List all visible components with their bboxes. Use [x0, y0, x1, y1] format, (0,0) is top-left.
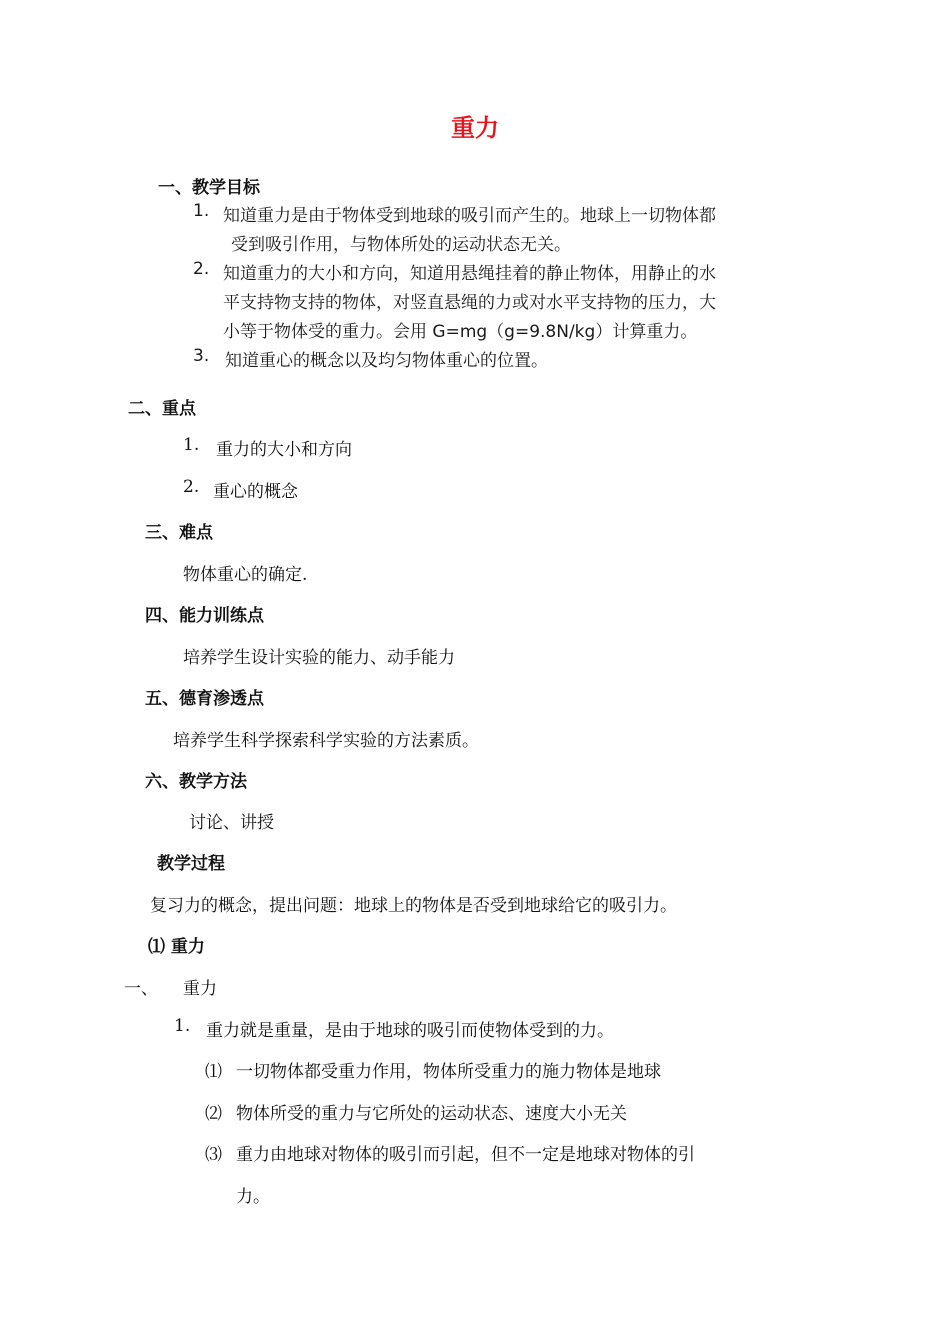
key-point-1-num: 1.	[183, 435, 200, 455]
key-point-2-text: 重心的概念	[213, 482, 298, 502]
objective-3-line-1: 知道重心的概念以及均匀物体重心的位置。	[225, 351, 548, 371]
point-1-num: 1.	[174, 1016, 191, 1036]
key-point-2-num: 2.	[183, 477, 200, 497]
process-intro: 复习力的概念，提出问题：地球上的物体是否受到地球给它的吸引力。	[150, 896, 677, 916]
objective-2-num: 2.	[193, 259, 210, 279]
method-heading: 六、教学方法	[145, 772, 247, 792]
page-title: 重力	[451, 114, 499, 142]
ability-text: 培养学生设计实验的能力、动手能力	[183, 648, 455, 668]
objective-3-num: 3.	[193, 346, 210, 366]
objective-1-line-2: 受到吸引作用，与物体所处的运动状态无关。	[231, 235, 571, 255]
objective-2-line-3: 小等于物体受的重力。会用 G=mg（g=9.8N/kg）计算重力。	[223, 322, 698, 342]
method-text: 讨论、讲授	[189, 813, 274, 833]
subpoint-1-text: 一切物体都受重力作用，物体所受重力的施力物体是地球	[236, 1062, 661, 1082]
difficulties-heading: 三、难点	[145, 523, 213, 543]
key-point-1-text: 重力的大小和方向	[216, 440, 352, 460]
process-sub-heading: ⑴ 重力	[148, 937, 205, 957]
objective-1-line-1: 知道重力是由于物体受到地球的吸引而产生的。地球上一切物体都	[223, 206, 716, 226]
process-heading: 教学过程	[157, 854, 225, 874]
objective-2-line-1: 知道重力的大小和方向，知道用悬绳挂着的静止物体，用静止的水	[223, 264, 716, 284]
ability-heading: 四、能力训练点	[145, 606, 264, 626]
difficulties-text: 物体重心的确定.	[183, 565, 308, 585]
subpoint-2-num: ⑵	[205, 1104, 222, 1124]
subpoint-3-num: ⑶	[205, 1145, 222, 1165]
subpoint-3-line-2: 力。	[236, 1187, 270, 1207]
objective-1-num: 1.	[193, 201, 210, 221]
objectives-heading: 一、教学目标	[158, 178, 260, 198]
point-1-text: 重力就是重量，是由于地球的吸引而使物体受到的力。	[206, 1021, 614, 1041]
moral-heading: 五、德育渗透点	[145, 689, 264, 709]
subpoint-3-line-1: 重力由地球对物体的吸引而引起，但不一定是地球对物体的引	[236, 1145, 695, 1165]
subpoint-1-num: ⑴	[205, 1062, 222, 1082]
key-points-heading: 二、重点	[128, 399, 196, 419]
section-title: 重力	[183, 979, 217, 999]
objective-2-line-2: 平支持物支持的物体，对竖直悬绳的力或对水平支持物的压力，大	[223, 293, 716, 313]
section-number: 一、	[124, 979, 158, 999]
subpoint-2-text: 物体所受的重力与它所处的运动状态、速度大小无关	[236, 1104, 627, 1124]
moral-text: 培养学生科学探索科学实验的方法素质。	[173, 731, 479, 751]
